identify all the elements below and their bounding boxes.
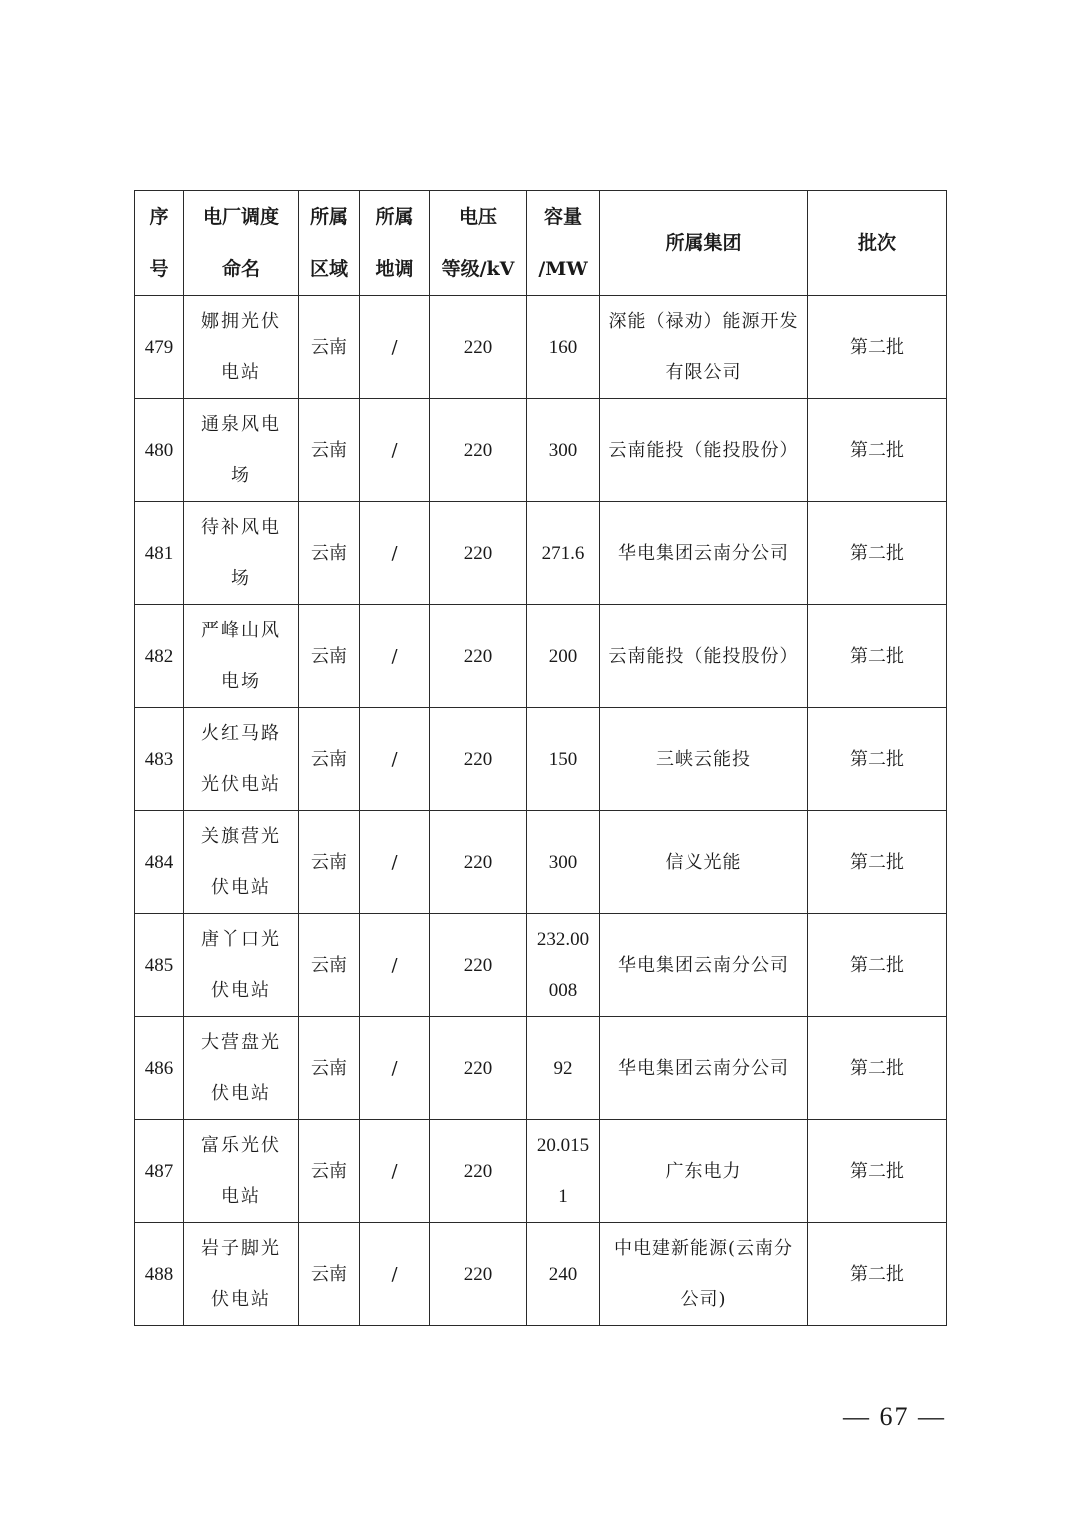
- cell-region: 云南: [299, 708, 360, 811]
- page-number: — 67 —: [843, 1402, 946, 1431]
- cell-dispatch: /: [360, 399, 430, 502]
- cell-seq: 483: [135, 708, 184, 811]
- cell-seq: 487: [135, 1120, 184, 1223]
- cell-region: 云南: [299, 605, 360, 708]
- cell-plant-name: 大营盘光伏电站: [184, 1017, 299, 1120]
- cell-voltage: 220: [430, 1223, 527, 1326]
- table-row: [135, 1017, 947, 1120]
- cell-dispatch: /: [360, 1223, 430, 1326]
- cell-dispatch: /: [360, 811, 430, 914]
- cell-seq: 486: [135, 1017, 184, 1120]
- table-row: [135, 708, 947, 811]
- cell-region: 云南: [299, 1120, 360, 1223]
- table-row: [135, 399, 947, 502]
- cell-capacity: 150: [527, 708, 600, 811]
- cell-voltage: 220: [430, 502, 527, 605]
- cell-plant-name: 关旗营光伏电站: [184, 811, 299, 914]
- cell-capacity: 240: [527, 1223, 600, 1326]
- cell-group: 深能（禄劝）能源开发有限公司: [600, 296, 808, 399]
- cell-capacity: 271.6: [527, 502, 600, 605]
- cell-plant-name: 严峰山风电场: [184, 605, 299, 708]
- cell-dispatch: /: [360, 1017, 430, 1120]
- header-batch: 批次: [808, 191, 947, 296]
- cell-capacity: 300: [527, 399, 600, 502]
- table-row: [135, 1120, 947, 1223]
- cell-batch: 第二批: [808, 1223, 947, 1326]
- cell-dispatch: /: [360, 708, 430, 811]
- table-header-row: [135, 191, 947, 296]
- table-row: [135, 811, 947, 914]
- cell-region: 云南: [299, 1017, 360, 1120]
- header-region: 所属 区域: [299, 191, 360, 296]
- header-capacity: 容量 /MW: [527, 191, 600, 296]
- cell-plant-name: 娜拥光伏电站: [184, 296, 299, 399]
- cell-dispatch: /: [360, 1120, 430, 1223]
- cell-batch: 第二批: [808, 399, 947, 502]
- cell-batch: 第二批: [808, 1120, 947, 1223]
- cell-group: 三峡云能投: [600, 708, 808, 811]
- cell-dispatch: /: [360, 605, 430, 708]
- cell-voltage: 220: [430, 605, 527, 708]
- cell-dispatch: /: [360, 914, 430, 1017]
- cell-voltage: 220: [430, 708, 527, 811]
- cell-batch: 第二批: [808, 296, 947, 399]
- cell-seq: 484: [135, 811, 184, 914]
- table-row: [135, 502, 947, 605]
- cell-region: 云南: [299, 502, 360, 605]
- cell-plant-name: 岩子脚光伏电站: [184, 1223, 299, 1326]
- cell-capacity: 92: [527, 1017, 600, 1120]
- cell-plant-name: 待补风电场: [184, 502, 299, 605]
- cell-region: 云南: [299, 1223, 360, 1326]
- cell-region: 云南: [299, 914, 360, 1017]
- table-body: [135, 296, 947, 1326]
- cell-region: 云南: [299, 399, 360, 502]
- cell-seq: 485: [135, 914, 184, 1017]
- cell-batch: 第二批: [808, 1017, 947, 1120]
- cell-voltage: 220: [430, 914, 527, 1017]
- cell-dispatch: /: [360, 502, 430, 605]
- cell-voltage: 220: [430, 1017, 527, 1120]
- table-row: [135, 296, 947, 399]
- cell-seq: 482: [135, 605, 184, 708]
- cell-capacity: 300: [527, 811, 600, 914]
- cell-group: 华电集团云南分公司: [600, 914, 808, 1017]
- cell-plant-name: 火红马路光伏电站: [184, 708, 299, 811]
- cell-seq: 488: [135, 1223, 184, 1326]
- cell-capacity: 200: [527, 605, 600, 708]
- cell-capacity: 232.00008: [527, 914, 600, 1017]
- cell-batch: 第二批: [808, 502, 947, 605]
- cell-group: 华电集团云南分公司: [600, 1017, 808, 1120]
- cell-dispatch: /: [360, 296, 430, 399]
- cell-batch: 第二批: [808, 914, 947, 1017]
- cell-group: 中电建新能源(云南分公司): [600, 1223, 808, 1326]
- cell-group: 华电集团云南分公司: [600, 502, 808, 605]
- table-row: [135, 605, 947, 708]
- cell-region: 云南: [299, 296, 360, 399]
- cell-capacity: 20.0151: [527, 1120, 600, 1223]
- cell-group: 云南能投（能投股份）: [600, 399, 808, 502]
- table-row: [135, 914, 947, 1017]
- table-row: [135, 1223, 947, 1326]
- cell-batch: 第二批: [808, 605, 947, 708]
- cell-voltage: 220: [430, 296, 527, 399]
- cell-seq: 481: [135, 502, 184, 605]
- header-group: 所属集团: [600, 191, 808, 296]
- cell-voltage: 220: [430, 811, 527, 914]
- header-voltage: 电压 等级/kV: [430, 191, 527, 296]
- cell-group: 信义光能: [600, 811, 808, 914]
- cell-seq: 479: [135, 296, 184, 399]
- cell-batch: 第二批: [808, 708, 947, 811]
- cell-voltage: 220: [430, 399, 527, 502]
- cell-voltage: 220: [430, 1120, 527, 1223]
- cell-seq: 480: [135, 399, 184, 502]
- cell-batch: 第二批: [808, 811, 947, 914]
- power-plant-table: [134, 190, 947, 1326]
- cell-plant-name: 通泉风电场: [184, 399, 299, 502]
- header-seq: 序 号: [135, 191, 184, 296]
- cell-plant-name: 富乐光伏电站: [184, 1120, 299, 1223]
- cell-capacity: 160: [527, 296, 600, 399]
- header-dispatch: 所属 地调: [360, 191, 430, 296]
- cell-plant-name: 唐丫口光伏电站: [184, 914, 299, 1017]
- cell-group: 云南能投（能投股份）: [600, 605, 808, 708]
- cell-region: 云南: [299, 811, 360, 914]
- cell-group: 广东电力: [600, 1120, 808, 1223]
- header-name: 电厂调度 命名: [184, 191, 299, 296]
